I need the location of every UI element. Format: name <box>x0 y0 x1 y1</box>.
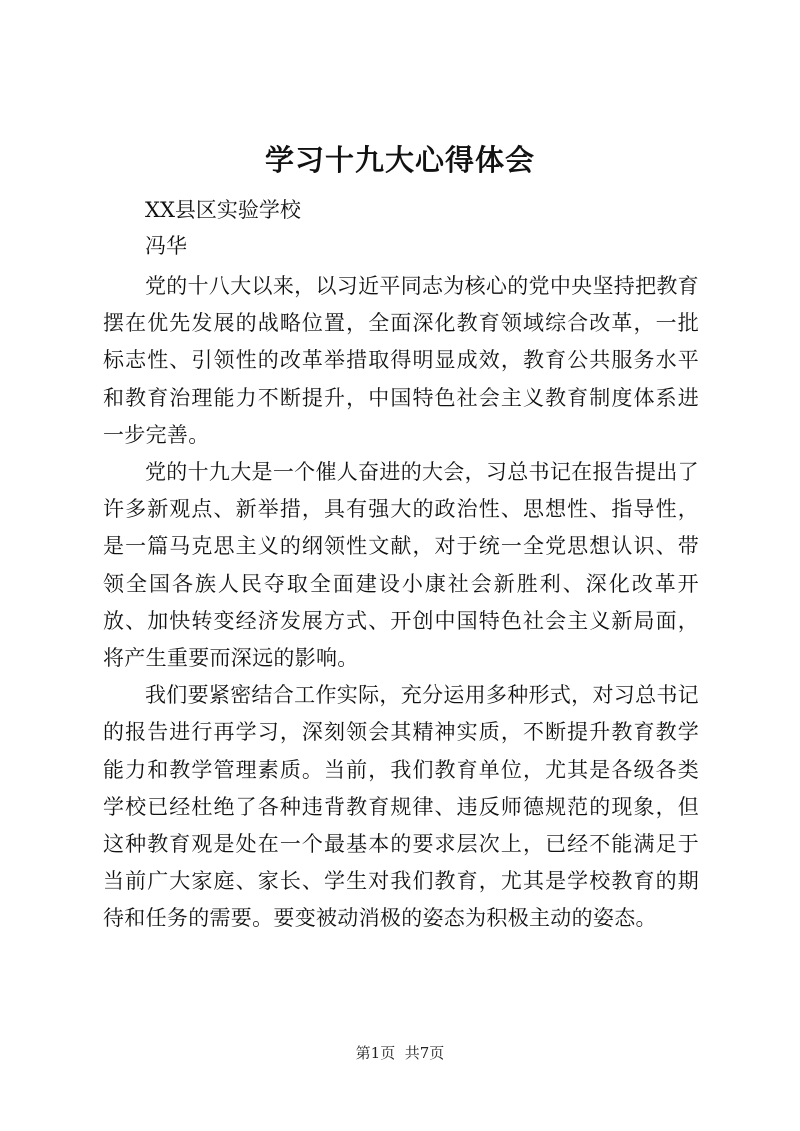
school-name: XX县区实验学校 <box>145 198 301 222</box>
document-body <box>103 268 699 938</box>
document-title: 学习十九大心得体会 <box>264 143 535 177</box>
page-total: 共7页 <box>404 1044 445 1062</box>
paragraph: 我们要紧密结合工作实际，充分运用多种形式，对习总书记的报告进行再学习，深刻领会其精神实质，不断提升教育教学能力和教学管理素质。当前，我们教育单位，尤其是各级各类学校已经杜绝了各种违背教育规律、违反师德规范的现象，但这种教育观是处在一个最基本的要求层次上，已经不能满足于当前广大家庭、家长、学生对我们教育，尤其是学校教育的期待和任务的需要。要变被动消极的姿态为积极主动的姿态。 <box>103 683 699 931</box>
paragraph: 党的十八大以来，以习近平同志为核心的党中央坚持把教育摆在优先发展的战略位置，全面深化教育领域综合改革，一批标志性、引领性的改革举措取得明显成效，教育公共服务水平和教育治理能力不断提升，中国特色社会主义教育制度体系进一步完善。 <box>103 274 699 447</box>
page-footer <box>0 1043 800 1063</box>
paragraph: 党的十九大是一个催人奋进的大会，习总书记在报告提出了许多新观点、新举措，具有强大的政治性、思想性、指导性，是一篇马克思主义的纲领性文献，对于统一全党思想认识、带领全国各族人民夺取全面建设小康社会新胜利、深化改革开放、加快转变经济发展方式、开创中国特色社会主义新局面，将产生重要而深远的影响。 <box>103 460 699 671</box>
page-number: 第1页 <box>355 1044 396 1062</box>
author-name: 冯华 <box>145 234 187 258</box>
